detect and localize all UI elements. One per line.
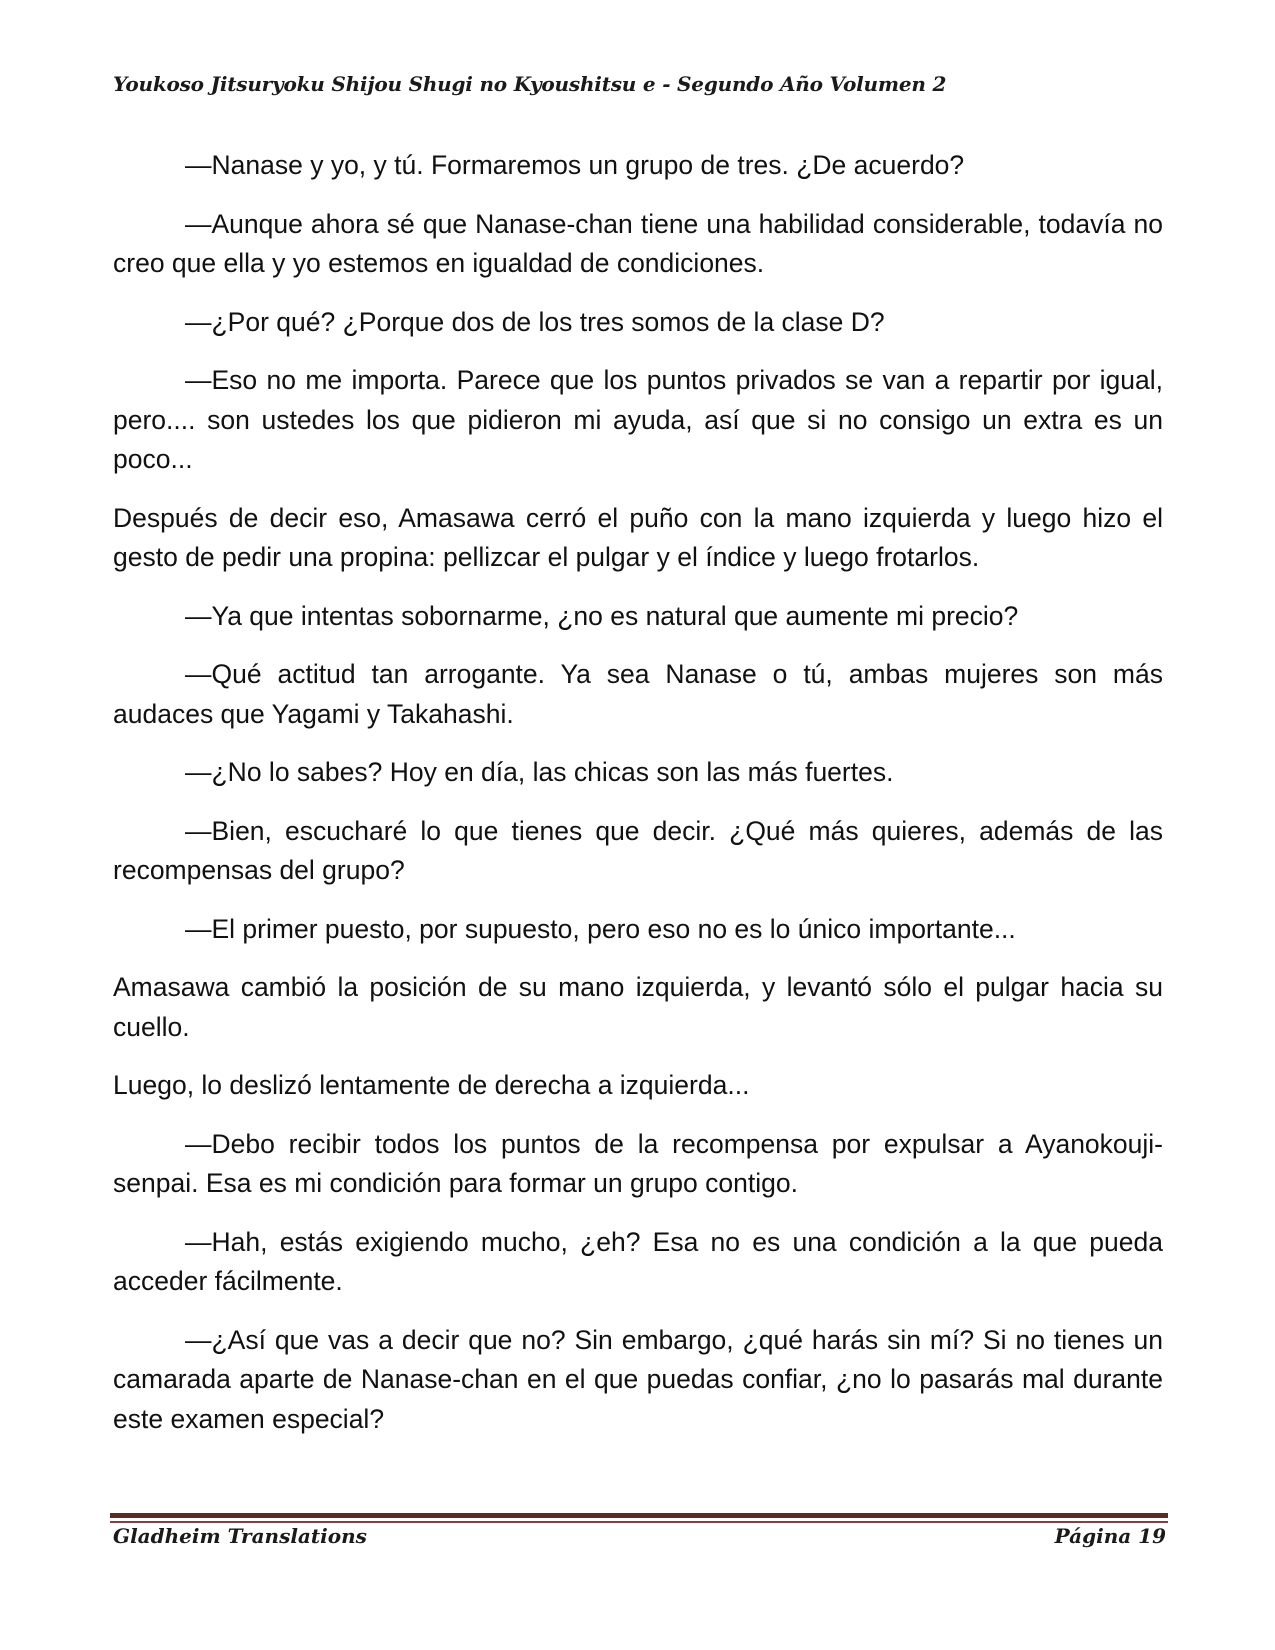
- footer-publisher: Gladheim Translations: [113, 1524, 367, 1548]
- paragraph-15: —¿Así que vas a decir que no? Sin embargo, ¿qué harás sin mí? Si no tienes un camarada aparte de Nanase-chan en el que puedas confiar, ¿no lo pasarás mal durante este examen especial?: [113, 1324, 1163, 1434]
- footer-divider-thick: [110, 1513, 1168, 1518]
- paragraph-6: —Ya que intentas sobornarme, ¿no es natural que aumente mi precio?: [185, 600, 1019, 631]
- paragraph-8: —¿No lo sabes? Hoy en día, las chicas son las más fuertes.: [185, 757, 894, 787]
- footer-divider: [110, 1513, 1168, 1523]
- paragraph-1: —Nanase y yo, y tú. Formaremos un grupo de tres. ¿De acuerdo?: [185, 150, 965, 180]
- paragraph-3: —¿Por qué? ¿Porque dos de los tres somos de la clase D?: [185, 306, 885, 337]
- page-footer: [113, 1524, 1166, 1548]
- paragraph-7: —Qué actitud tan arrogante. Ya sea Nanase o tú, ambas mujeres son más audaces que Yagami y Takahashi.: [113, 659, 1163, 729]
- footer-divider-thin: [110, 1521, 1168, 1523]
- paragraph-13: —Debo recibir todos los puntos de la recompensa por expulsar a Ayanokouji-senpai. Esa es mi condición para formar un grupo contigo.: [113, 1128, 1163, 1198]
- running-header: Youkoso Jitsuryoku Shijou Shugi no Kyoushitsu e - Segundo Año Volumen 2: [113, 72, 947, 96]
- paragraph-9: —Bien, escucharé lo que tienes que decir. ¿Qué más quieres, además de las recompensas del grupo?: [113, 815, 1163, 885]
- paragraph-10: —El primer puesto, por supuesto, pero eso no es lo único importante...: [185, 913, 1016, 944]
- paragraph-11: Amasawa cambió la posición de su mano izquierda, y levantó sólo el pulgar hacia su cuello.: [113, 972, 1163, 1042]
- paragraph-4: —Eso no me importa. Parece que los puntos privados se van a repartir por igual, pero.... son ustedes los que pidieron mi ayuda, así que si no consigo un extra es un poco...: [113, 365, 1163, 474]
- page-body: [113, 146, 1163, 1458]
- paragraph-12: Luego, lo deslizó lentamente de derecha a izquierda...: [113, 1070, 750, 1100]
- paragraph-5: Después de decir eso, Amasawa cerró el puño con la mano izquierda y luego hizo el gesto de pedir una propina: pellizcar el pulgar y el índice y luego frotarlos.: [113, 502, 1163, 572]
- page-number: Página 19: [1054, 1524, 1166, 1548]
- paragraph-14: —Hah, estás exigiendo mucho, ¿eh? Esa no es una condición a la que pueda acceder fácilmente.: [113, 1226, 1163, 1296]
- paragraph-2: —Aunque ahora sé que Nanase-chan tiene una habilidad considerable, todavía no creo que ella y yo estemos en igualdad de condiciones.: [113, 208, 1163, 278]
